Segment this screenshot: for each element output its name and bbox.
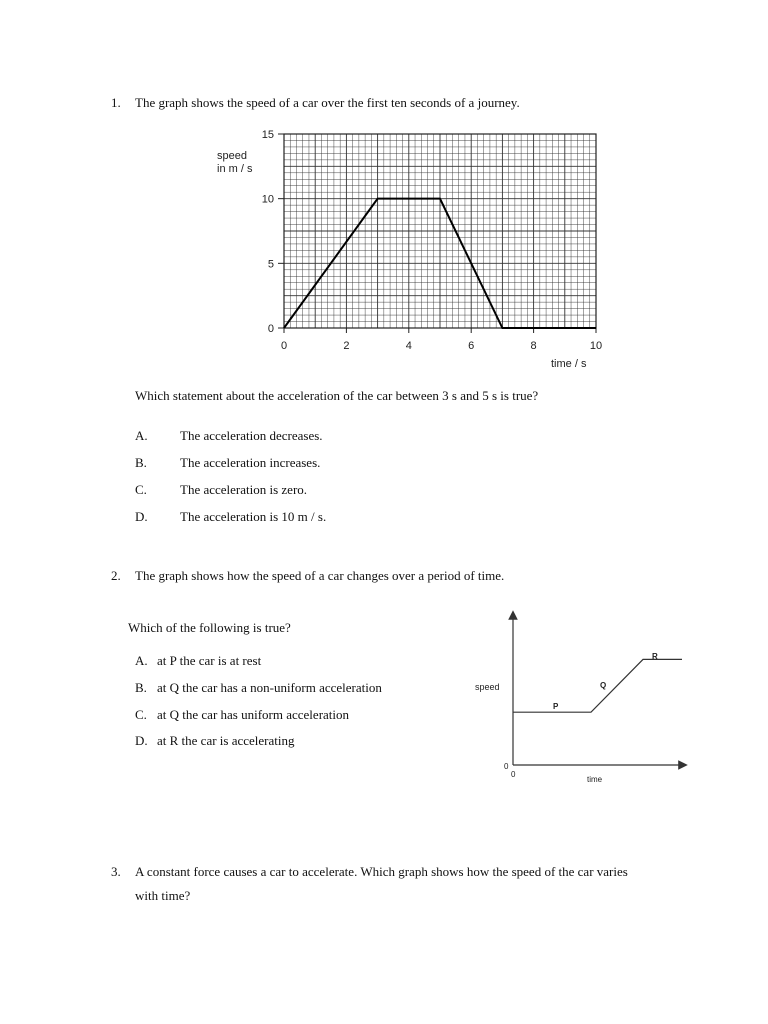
q1-option-c-text: The acceleration is zero.: [180, 482, 308, 497]
q2-option-c-text: at Q the car has uniform acceleration: [157, 707, 350, 722]
q1-ylabel-line1: speed: [217, 150, 247, 162]
q1-option-c-letter: C.: [135, 482, 147, 497]
q1-ylabel-line2: in m / s: [217, 163, 253, 175]
q2-option-d-letter: D.: [135, 733, 148, 748]
q1-xlabel: time / s: [551, 358, 587, 370]
q1-y-tick-labels: [262, 129, 274, 335]
q2-option-b-letter: B.: [135, 680, 147, 695]
q2-xlabel: time: [587, 775, 603, 784]
q2-option-d[interactable]: [135, 733, 295, 749]
q1-option-b-letter: B.: [135, 455, 147, 470]
q2-speed-line: [513, 659, 682, 712]
q2-label-r: R: [652, 652, 658, 661]
q1-option-b-text: The acceleration increases.: [180, 455, 321, 470]
q2-option-b[interactable]: [135, 680, 382, 696]
q3-number: 3.: [111, 864, 121, 879]
q1-x-tick-label: 4: [405, 340, 412, 352]
q2-label-q: Q: [600, 681, 607, 690]
q1-stem: The graph shows the speed of a car over the first ten seconds of a journey.: [135, 95, 520, 110]
q1-option-a-letter: A.: [135, 428, 148, 443]
q1-sub-question: Which statement about the acceleration of the car between 3 s and 5 s is true?: [135, 388, 539, 403]
q1-option-b[interactable]: [135, 455, 320, 471]
q1-x-tick-labels: [281, 340, 602, 352]
q1-y-tick-label: 5: [267, 258, 274, 271]
q1-x-tick-label: 0: [280, 340, 288, 352]
q1-option-d-text: The acceleration is 10 m / s.: [180, 509, 327, 524]
q3-stem-line1: A constant force causes a car to accelerate. Which graph shows how the speed of the car varies: [135, 864, 628, 879]
q1-x-tick-label: 2: [343, 340, 350, 352]
q2-origin-x: 0: [511, 770, 516, 779]
q2-option-d-text: at R the car is accelerating: [157, 733, 295, 748]
q1-option-a-text: The acceleration decreases.: [180, 428, 323, 443]
q1-option-d-letter: D.: [135, 509, 148, 524]
q1-axes: [278, 134, 596, 333]
q2-option-a[interactable]: [135, 653, 261, 669]
q2-option-c-letter: C.: [135, 707, 147, 722]
q2-option-b-text: at Q the car has a non-uniform acceleration: [157, 680, 382, 695]
q1-option-a[interactable]: [135, 428, 323, 444]
q1-x-tick-label: 10: [589, 340, 603, 352]
q2-option-a-text: at P the car is at rest: [157, 653, 262, 668]
q3-stem-line2: with time?: [135, 888, 191, 903]
q2-option-c[interactable]: [135, 707, 349, 723]
q1-speed-time-graph: [200, 125, 620, 375]
q2-label-p: P: [553, 702, 559, 711]
q1-y-tick-label: 15: [261, 129, 274, 141]
q2-option-a-letter: A.: [135, 653, 148, 668]
q2-origin-y: 0: [504, 762, 509, 771]
q2-ylabel: speed: [475, 682, 500, 692]
q1-x-tick-label: 6: [468, 340, 475, 352]
q1-number: 1.: [111, 95, 121, 110]
q1-option-c[interactable]: [135, 482, 307, 498]
q2-speed-time-graph: [470, 605, 695, 790]
q1-y-tick-label: 10: [261, 193, 274, 206]
q2-sub-question: Which of the following is true?: [128, 620, 291, 635]
q1-x-tick-label: 8: [530, 340, 537, 352]
q2-stem: The graph shows how the speed of a car changes over a period of time.: [135, 568, 505, 583]
q2-number: 2.: [111, 568, 121, 583]
q1-y-tick-label: 0: [267, 323, 274, 335]
q1-grid: [284, 134, 596, 328]
q1-option-d[interactable]: [135, 509, 326, 525]
